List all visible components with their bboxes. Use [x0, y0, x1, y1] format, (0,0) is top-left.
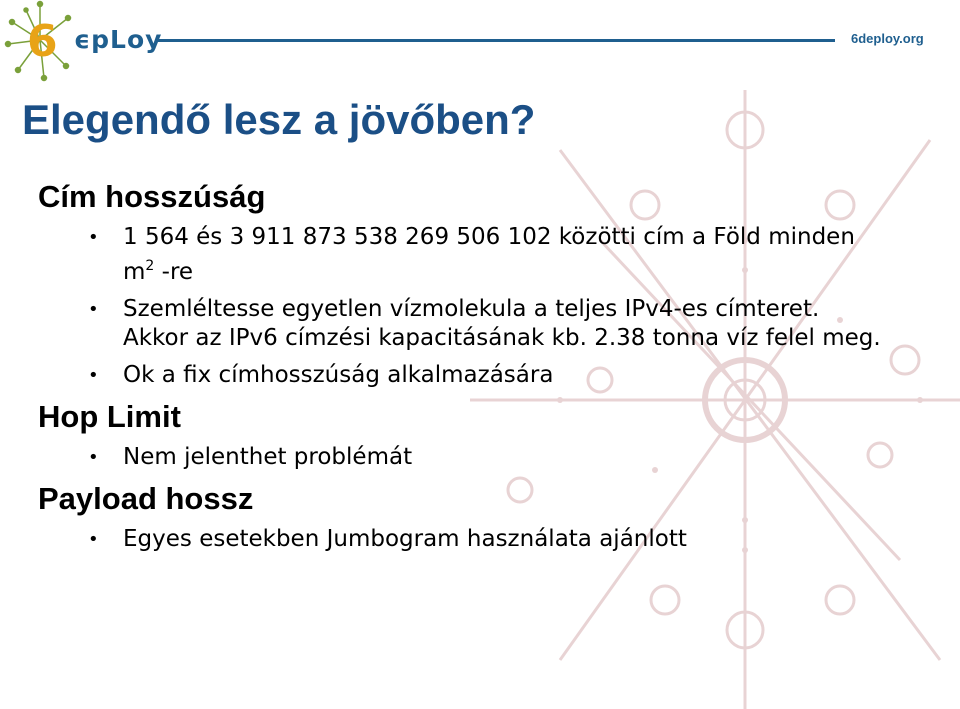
slide-title: Elegendő lesz a jövőben? [22, 96, 536, 143]
section-heading-cim-hosszusag: Cím hosszúság [38, 179, 266, 214]
section-heading-payload-hossz: Payload hossz [38, 481, 254, 516]
bullet-dot-icon: • [88, 365, 99, 386]
bullet-item: • Egyes esetekben Jumbogram használata ajánlott [88, 526, 687, 552]
bullet-dot-icon: • [88, 227, 99, 248]
slide-content [38, 178, 908, 562]
bullet-item: • Szemléltesse egyetlen vízmolekula a teljes IPv4-es címteret. Akkor az IPv6 címzési kapacitásának kb. 2.38 tonna víz felel meg. [88, 296, 881, 351]
bullet-list [38, 525, 908, 554]
bullet-list [38, 223, 908, 390]
svg-text:6: 6 [27, 16, 58, 67]
bullet-item: • Nem jelenthet problémát [88, 444, 413, 470]
header-rule [155, 39, 835, 42]
bullet-item: • Ok a fix címhosszúság alkalmazására [88, 362, 554, 388]
section-heading-hop-limit: Hop Limit [38, 399, 181, 434]
bullet-dot-icon: • [88, 529, 99, 550]
bullet-list [38, 443, 908, 472]
bullet-dot-icon: • [88, 447, 99, 468]
bullet-dot-icon: • [88, 299, 99, 320]
site-url: 6deploy.org [851, 31, 924, 46]
logo-wordmark: ϵpLoy [74, 25, 163, 54]
bullet-item: • 1 564 és 3 911 873 538 269 506 102 közötti cím a Föld minden $m^2$ -re [88, 224, 855, 285]
